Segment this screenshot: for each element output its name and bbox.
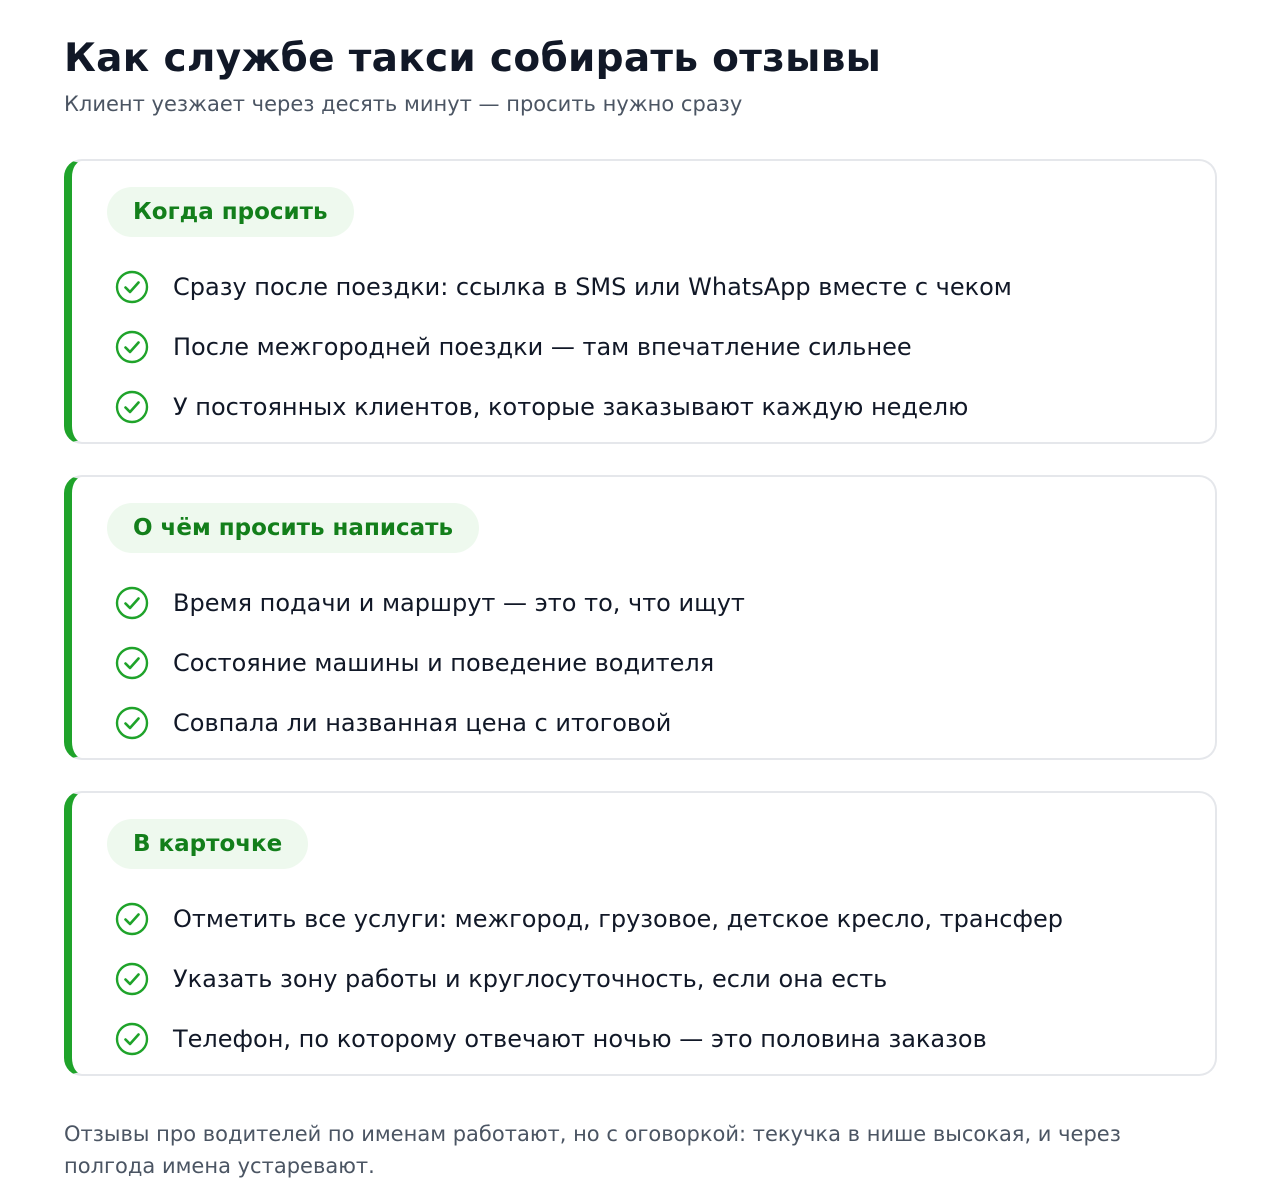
footer-note: Отзывы про водителей по именам работают, но с оговоркой: текучка в нише высокая, и через полгода имена устаревают. xyxy=(64,1122,1121,1178)
section-card-listing xyxy=(64,791,1217,1076)
checklist-item xyxy=(115,633,745,693)
check-circle-icon xyxy=(115,390,149,424)
checklist-item-text: У постоянных клиентов, которые заказывают каждую неделю xyxy=(173,393,969,421)
check-circle-icon xyxy=(115,1022,149,1056)
check-circle-icon xyxy=(115,586,149,620)
checklist-item-text: Отметить все услуги: межгород, грузовое, детское кресло, трансфер xyxy=(173,905,1063,933)
checklist-item xyxy=(115,949,1063,1009)
checklist xyxy=(115,573,745,753)
section-card-what xyxy=(64,475,1217,760)
checklist-item xyxy=(115,317,1012,377)
checklist-item-text: Совпала ли названная цена с итоговой xyxy=(173,709,672,737)
checklist-item-text: Состояние машины и поведение водителя xyxy=(173,649,715,677)
page-subtitle: Клиент уезжает через десять минут — просить нужно сразу xyxy=(64,92,743,116)
checklist-item xyxy=(115,889,1063,949)
checklist-item-text: Сразу после поездки: ссылка в SMS или WhatsApp вместе с чеком xyxy=(173,273,1012,301)
check-circle-icon xyxy=(115,706,149,740)
checklist-item-text: Время подачи и маршрут — это то, что ищут xyxy=(173,589,745,617)
checklist xyxy=(115,889,1063,1069)
checklist-item-text: Телефон, по которому отвечают ночью — это половина заказов xyxy=(173,1025,987,1053)
section-label: Когда просить xyxy=(107,187,354,237)
checklist xyxy=(115,257,1012,437)
check-circle-icon xyxy=(115,962,149,996)
check-circle-icon xyxy=(115,330,149,364)
check-circle-icon xyxy=(115,646,149,680)
checklist-item-text: После межгородней поездки — там впечатление сильнее xyxy=(173,333,912,361)
checklist-item xyxy=(115,257,1012,317)
check-circle-icon xyxy=(115,902,149,936)
section-label: О чём просить написать xyxy=(107,503,479,553)
section-label: В карточке xyxy=(107,819,308,869)
check-circle-icon xyxy=(115,270,149,304)
section-card-when xyxy=(64,159,1217,444)
checklist-item xyxy=(115,377,1012,437)
checklist-item-text: Указать зону работы и круглосуточность, если она есть xyxy=(173,965,888,993)
checklist-item xyxy=(115,573,745,633)
checklist-item xyxy=(115,693,745,753)
checklist-item xyxy=(115,1009,1063,1069)
page-title: Как службе такси собирать отзывы xyxy=(64,36,882,81)
